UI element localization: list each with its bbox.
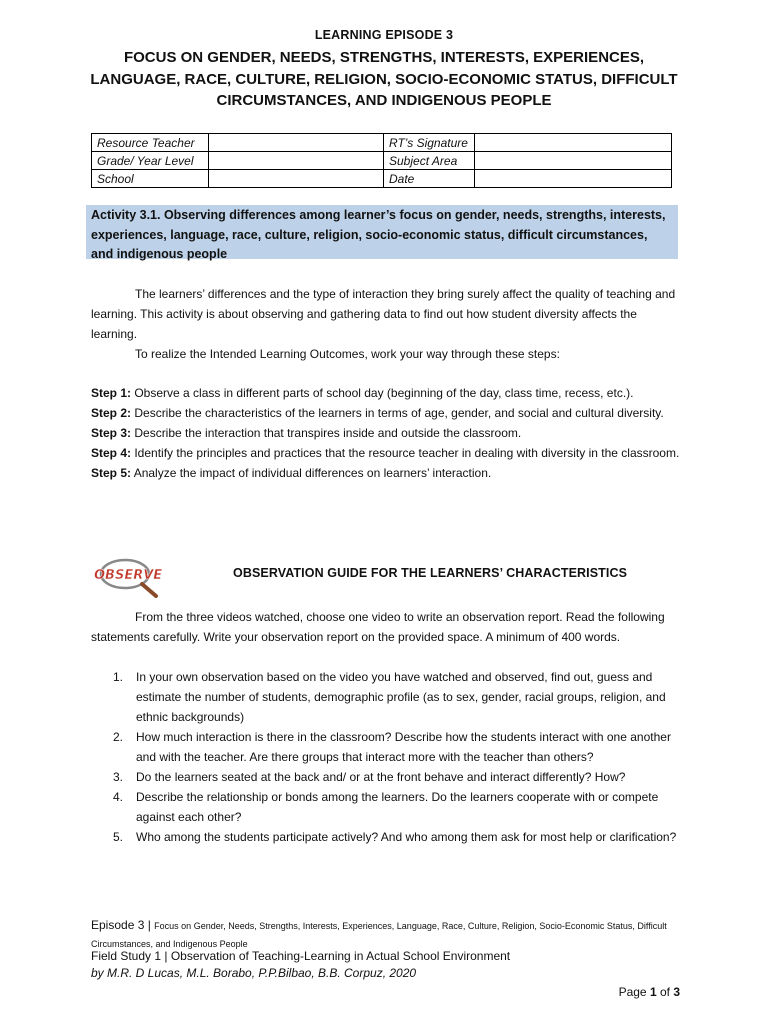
list-item [91,767,681,787]
step-label: Step 2: [91,406,132,420]
table-label: Resource Teacher [92,134,209,152]
footer-course: Field Study 1 | Observation of Teaching-Learning in Actual School Environment [91,949,511,963]
footer-episode-desc: Focus on Gender, Needs, Strengths, Interests, Experiences, Language, Race, Culture, Religion, Socio-Economic Status, Difficult Circumstances, and Indigenous People [91,921,667,949]
list-item [91,383,681,403]
question-text: Do the learners seated at the back and/ or at the front behave and interact differently? How? [136,770,626,784]
list-item [91,827,681,847]
page-current: 1 [649,985,657,999]
table-label: Subject Area [384,152,475,170]
table-row [92,134,672,152]
table-label: Date [384,170,475,188]
list-item [91,787,681,827]
step-label: Step 4: [91,446,132,460]
intro-paragraph: The learners’ differences and the type of interaction they bring surely affect the quality of teaching and learning. This activity is about observing and gathering data to find out how student diversity affects the learning. [91,287,676,341]
table-value-field [209,152,384,170]
table-value-field [209,134,384,152]
question-number: 2. [113,730,124,744]
list-item [91,443,681,463]
table-row [92,170,672,188]
step-text: Describe the interaction that transpires inside and outside the classroom. [131,426,522,440]
page-total: 3 [673,985,680,999]
steps-list [91,383,681,483]
page-title: FOCUS ON GENDER, NEEDS, STRENGTHS, INTERESTS, EXPERIENCES, LANGUAGE, RACE, CULTURE, RELIGION, SOCIO-ECONOMIC STATUS, DIFFICULT CIRCUMSTANCES, AND INDIGENOUS PEOPLE [90,49,678,109]
list-item [91,667,681,727]
footer-authors: by M.R. D Lucas, M.L. Borabo, P.P.Bilbao, B.B. Corpuz, 2020 [91,966,417,980]
step-label: Step 5: [91,466,132,480]
table-row [92,152,672,170]
table-value-field [475,170,672,188]
question-number: 1. [113,670,124,684]
list-item [91,727,681,767]
question-number: 5. [113,830,124,844]
episode-label: LEARNING EPISODE 3 [314,28,454,42]
step-text: Identify the principles and practices that the resource teacher in dealing with diversity in the classroom. [131,446,680,460]
question-text: In your own observation based on the video you have watched and observed, find out, guess and estimate the number of students, demographic profile (as to sex, gender, racial groups, religion, and ethnic backgrounds) [136,670,666,724]
page-number [619,985,680,999]
list-item [91,423,681,443]
table-value-field [209,170,384,188]
list-item [91,463,681,483]
magnifier-handle [142,584,156,596]
question-number: 3. [113,770,124,784]
step-text: Observe a class in different parts of school day (beginning of the day, class time, recess, etc.). [131,386,634,400]
footer-episode-label: Episode 3 | [91,918,155,932]
observation-intro: From the three videos watched, choose one video to write an observation report. Read the following statements carefully. Write your observation report on the provided space. A minimum of 400 words. [91,610,665,644]
question-text: Who among the students participate actively? And who among them ask for most help or clarification? [136,830,677,844]
table-label: School [92,170,209,188]
question-text: How much interaction is there in the classroom? Describe how the students interact with one another and with the teacher. Are there groups that interact more with the teacher than others? [136,730,671,764]
observe-logo-icon [92,552,162,598]
step-label: Step 3: [91,426,132,440]
intro-instruction: To realize the Intended Learning Outcomes, work your way through these steps: [135,347,560,361]
step-label: Step 1: [91,386,132,400]
table-value-field [475,134,672,152]
question-text: Describe the relationship or bonds among the learners. Do the learners cooperate with or compete against each other? [136,790,659,824]
page-prefix: Page [618,985,650,999]
question-number: 4. [113,790,124,804]
step-text: Analyze the impact of individual differences on learners’ interaction. [131,466,492,480]
info-table [91,133,672,188]
questions-list [91,667,681,847]
step-text: Describe the characteristics of the learners in terms of age, gender, and social and cultural diversity. [131,406,664,420]
page-of: of [656,985,674,999]
activity-title: Activity 3.1. Observing differences among learner’s focus on gender, needs, strengths, interests, experiences, language, race, culture, religion, socio-economic status, difficult circumstances, and indigenous people [86,205,678,259]
table-label: Grade/ Year Level [92,152,209,170]
table-label: RT’s Signature [384,134,475,152]
list-item [91,403,681,423]
table-value-field [475,152,672,170]
observation-guide-heading: OBSERVATION GUIDE FOR THE LEARNERS’ CHARACTERISTICS [233,566,628,580]
observe-logo-text: OBSERVE [94,568,162,583]
